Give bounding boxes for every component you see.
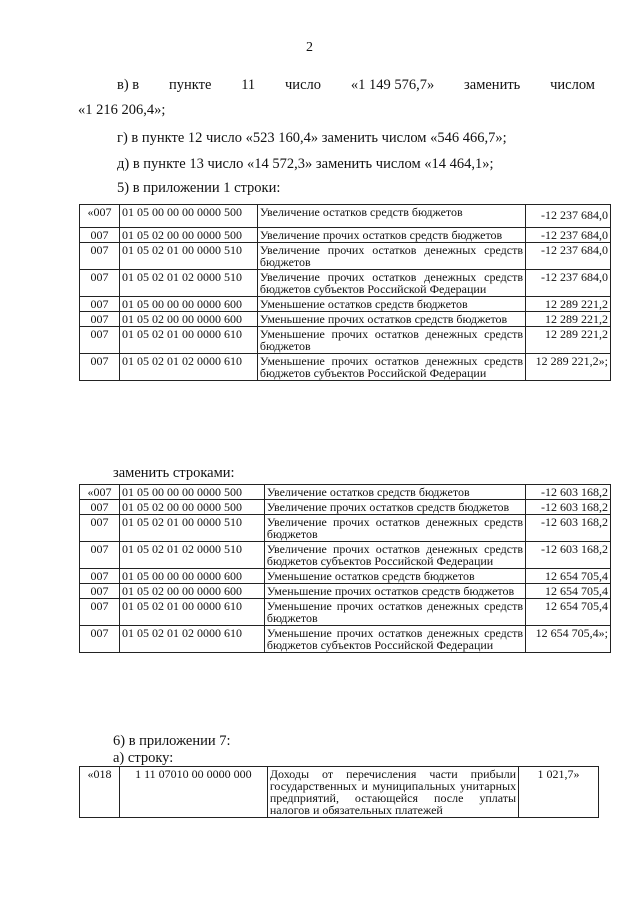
row-code: 007 xyxy=(80,297,120,312)
table-appendix7-row xyxy=(79,766,599,818)
row-kbk: 01 05 02 01 00 0000 610 xyxy=(119,327,257,354)
item-v-word: в) в xyxy=(117,77,140,93)
table-row xyxy=(80,205,611,228)
row-description: Уменьшение прочих остатков средств бюджетов xyxy=(257,312,525,327)
row-description: Увеличение прочих остатков денежных средств бюджетов субъектов Российской Федерации xyxy=(257,270,525,297)
item-v xyxy=(117,77,595,94)
row-kbk: 01 05 02 00 00 0000 500 xyxy=(119,228,257,243)
row-code: 007 xyxy=(80,228,120,243)
table-row xyxy=(80,584,611,599)
table-row xyxy=(80,626,611,653)
row-code: 007 xyxy=(80,569,120,584)
table-original-rows xyxy=(79,204,611,381)
table-row xyxy=(80,500,611,515)
row-code: «007 xyxy=(80,485,120,500)
table-row xyxy=(80,542,611,569)
table-row xyxy=(80,354,611,381)
row-description: Увеличение прочих остатков средств бюджетов xyxy=(257,228,525,243)
row-kbk: 01 05 02 00 00 0000 600 xyxy=(119,312,257,327)
page-number: 2 xyxy=(306,40,313,55)
row-description: Уменьшение прочих остатков денежных средств бюджетов субъектов Российской Федерации xyxy=(264,626,525,653)
row-code: 007 xyxy=(80,243,120,270)
row-value: -12 603 168,2 xyxy=(526,542,611,569)
row-kbk: 01 05 00 00 00 0000 500 xyxy=(119,205,257,228)
item-6a: а) строку: xyxy=(113,750,174,766)
row-description: Уменьшение прочих остатков денежных средств бюджетов xyxy=(264,599,525,626)
row-kbk: 01 05 02 01 02 0000 610 xyxy=(119,626,264,653)
replace-label: заменить строками: xyxy=(113,465,235,481)
row-code: 007 xyxy=(80,626,120,653)
row-code: «007 xyxy=(80,205,120,228)
row-value: -12 237 684,0 xyxy=(526,205,611,228)
row-code: 007 xyxy=(80,584,120,599)
row-code: 007 xyxy=(80,270,120,297)
row-kbk: 01 05 02 01 02 0000 610 xyxy=(119,354,257,381)
row-kbk: 01 05 02 01 02 0000 510 xyxy=(119,542,264,569)
item-5: 5) в приложении 1 строки: xyxy=(117,180,281,196)
row-description: Увеличение прочих остатков денежных средств бюджетов xyxy=(257,243,525,270)
row-kbk: 01 05 00 00 00 0000 600 xyxy=(119,297,257,312)
row-code: 007 xyxy=(80,500,120,515)
table-row xyxy=(80,228,611,243)
table-row xyxy=(80,297,611,312)
table-row xyxy=(80,270,611,297)
row-kbk: 01 05 02 01 00 0000 510 xyxy=(119,515,264,542)
table-row xyxy=(80,599,611,626)
row-code: 007 xyxy=(80,312,120,327)
row-code: 007 xyxy=(80,542,120,569)
row-value: 12 289 221,2»; xyxy=(526,354,611,381)
table-row xyxy=(80,312,611,327)
row-description: Увеличение прочих остатков средств бюджетов xyxy=(264,500,525,515)
item-v-word: числом xyxy=(550,77,595,93)
row-description: Увеличение остатков средств бюджетов xyxy=(257,205,525,228)
item-d: д) в пункте 13 число «14 572,3» заменить числом «14 464,1»; xyxy=(117,156,494,172)
row-code: 007 xyxy=(80,599,120,626)
table-row xyxy=(80,485,611,500)
row-value: 12 654 705,4 xyxy=(526,569,611,584)
item-v-word: 11 xyxy=(241,77,256,93)
row-description: Уменьшение прочих остатков средств бюджетов xyxy=(264,584,525,599)
row-value: -12 237 684,0 xyxy=(526,243,611,270)
table-row xyxy=(80,569,611,584)
row-value: -12 237 684,0 xyxy=(526,270,611,297)
item-v-continuation: «1 216 206,4»; xyxy=(78,102,166,118)
row-kbk: 01 05 00 00 00 0000 600 xyxy=(119,569,264,584)
row-description: Увеличение прочих остатков денежных средств бюджетов xyxy=(264,515,525,542)
row-description: Уменьшение остатков средств бюджетов xyxy=(257,297,525,312)
row-kbk: 01 05 02 01 00 0000 510 xyxy=(119,243,257,270)
row-kbk: 01 05 02 00 00 0000 500 xyxy=(119,500,264,515)
row-value: 12 654 705,4»; xyxy=(526,626,611,653)
row-kbk: 01 05 02 01 02 0000 510 xyxy=(119,270,257,297)
table-replacement-rows xyxy=(79,484,611,653)
row-value: 12 289 221,2 xyxy=(526,312,611,327)
item-v-word: число xyxy=(285,77,321,93)
row-code: 007 xyxy=(80,515,120,542)
row-value: 12 654 705,4 xyxy=(526,599,611,626)
table-row xyxy=(80,243,611,270)
item-v-word: пункте xyxy=(168,77,212,93)
table-row xyxy=(80,767,599,818)
row-kbk: 01 05 02 00 00 0000 600 xyxy=(119,584,264,599)
row-kbk: 01 05 00 00 00 0000 500 xyxy=(119,485,264,500)
item-6: 6) в приложении 7: xyxy=(113,733,231,749)
row-code: «018 xyxy=(80,767,120,818)
row-value: -12 603 168,2 xyxy=(526,500,611,515)
row-code: 007 xyxy=(80,327,120,354)
row-kbk: 01 05 02 01 00 0000 610 xyxy=(119,599,264,626)
row-description: Уменьшение прочих остатков денежных средств бюджетов xyxy=(257,327,525,354)
row-code: 007 xyxy=(80,354,120,381)
table-row xyxy=(80,515,611,542)
row-description: Доходы от перечисления части прибыли государственных и муниципальных унитарных предприятий, остающейся после уплаты налогов и обязательных платежей xyxy=(267,767,518,818)
item-v-word: заменить xyxy=(464,77,521,93)
item-g: г) в пункте 12 число «523 160,4» заменить числом «546 466,7»; xyxy=(117,130,507,146)
row-value: 1 021,7» xyxy=(519,767,599,818)
row-value: -12 603 168,2 xyxy=(526,485,611,500)
row-description: Уменьшение прочих остатков денежных средств бюджетов субъектов Российской Федерации xyxy=(257,354,525,381)
row-value: 12 654 705,4 xyxy=(526,584,611,599)
row-value: 12 289 221,2 xyxy=(526,297,611,312)
row-value: -12 237 684,0 xyxy=(526,228,611,243)
row-kbk: 1 11 07010 00 0000 000 xyxy=(119,767,267,818)
row-description: Увеличение прочих остатков денежных средств бюджетов субъектов Российской Федерации xyxy=(264,542,525,569)
row-description: Увеличение остатков средств бюджетов xyxy=(264,485,525,500)
table-row xyxy=(80,327,611,354)
row-value: -12 603 168,2 xyxy=(526,515,611,542)
row-value: 12 289 221,2 xyxy=(526,327,611,354)
item-v-word: «1 149 576,7» xyxy=(350,77,435,93)
row-description: Уменьшение остатков средств бюджетов xyxy=(264,569,525,584)
